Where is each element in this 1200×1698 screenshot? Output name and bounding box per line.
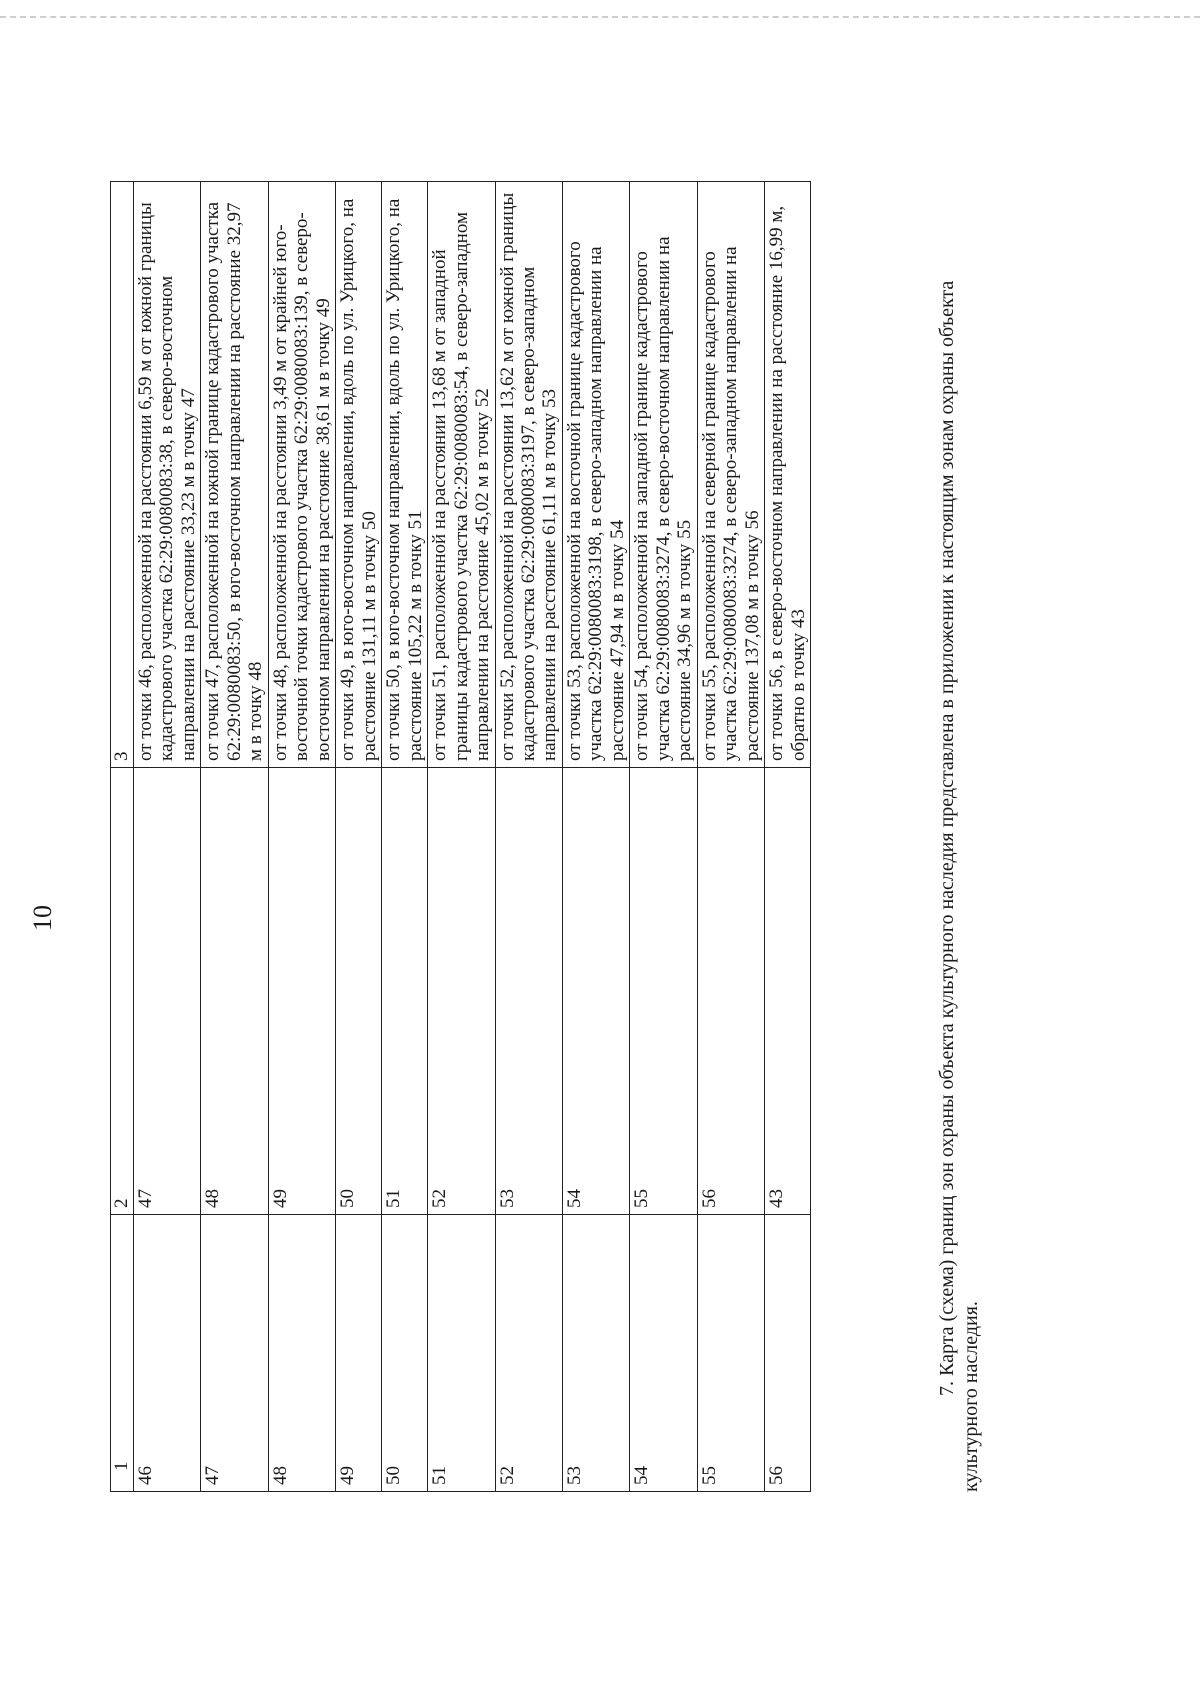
table-row (562, 182, 629, 1492)
column-header-2: 2 (111, 768, 134, 1215)
footer-note: 7. Карта (схема) границ зон охраны объекта культурного наследия представлена в приложении к настоящим зонам охраны объекта культурного наследия. (936, 280, 982, 1492)
boundary-points-table (110, 181, 811, 1492)
column-header-1: 1 (111, 1215, 134, 1492)
table-row (336, 182, 382, 1492)
column-header-3: 3 (111, 182, 134, 768)
cell-description: от точки 56, в северо-восточном направлении на расстояние 16,99 м, обратно в точку 43 (765, 182, 811, 768)
cell-to-point: 51 (382, 768, 428, 1215)
cell-to-point: 48 (201, 768, 268, 1215)
cell-description: от точки 52, расположенной на расстоянии 13,62 м от южной границы кадастрового участка 62:29:0080083:3197, в северо-западном направлении на расстояние 61,11 м в точку 53 (495, 182, 562, 768)
cell-from-point: 54 (630, 1215, 697, 1492)
cell-to-point: 52 (428, 768, 495, 1215)
table-row (765, 182, 811, 1492)
rotated-page-content (0, 98, 1200, 1698)
cell-from-point: 52 (495, 1215, 562, 1492)
scan-edge-artifact (0, 16, 1200, 18)
table-row (428, 182, 495, 1492)
table-row (268, 182, 335, 1492)
cell-to-point: 53 (495, 768, 562, 1215)
page-number: 10 (28, 905, 57, 931)
cell-from-point: 49 (336, 1215, 382, 1492)
table-row (495, 182, 562, 1492)
cell-to-point: 47 (134, 768, 201, 1215)
cell-to-point: 43 (765, 768, 811, 1215)
cell-from-point: 56 (765, 1215, 811, 1492)
cell-to-point: 50 (336, 768, 382, 1215)
cell-description: от точки 47, расположенной на южной границе кадастрового участка 62:29:0080083:50, в юго-восточном направлении на расстояние 32,97 м в точку 48 (201, 182, 268, 768)
cell-description: от точки 46, расположенной на расстоянии 6,59 м от южной границы кадастрового участка 62:29:0080083:38, в северо-восточном направлении на расстояние 33,23 м в точку 47 (134, 182, 201, 768)
cell-from-point: 55 (697, 1215, 764, 1492)
cell-from-point: 47 (201, 1215, 268, 1492)
table-row (382, 182, 428, 1492)
table-row (630, 182, 697, 1492)
cell-description: от точки 51, расположенной на расстоянии 13,68 м от западной границы кадастрового участка 62:29:0080083:54, в северо-западном направлении на расстояние 45,02 м в точку 52 (428, 182, 495, 768)
table-row (134, 182, 201, 1492)
cell-description: от точки 53, расположенной на восточной границе кадастрового участка 62:29:0080083:3198, в северо-западном направлении на расстояние 47,94 м в точку 54 (562, 182, 629, 768)
cell-description: от точки 48, расположенной на расстоянии 3,49 м от крайней юго-восточной точки кадастрового участка 62:29:0080083:139, в северо-восточном направлении на расстояние 38,61 м в точку 49 (268, 182, 335, 768)
table-row (697, 182, 764, 1492)
table-header-row (111, 182, 134, 1492)
cell-description: от точки 55, расположенной на северной границе кадастрового участка 62:29:0080083:3274, в северо-западном направлении на расстояние 137,08 м в точку 56 (697, 182, 764, 768)
cell-from-point: 50 (382, 1215, 428, 1492)
cell-description: от точки 49, в юго-восточном направлении, вдоль по ул. Урицкого, на расстояние 131,11 м в точку 50 (336, 182, 382, 768)
cell-from-point: 53 (562, 1215, 629, 1492)
cell-to-point: 49 (268, 768, 335, 1215)
cell-from-point: 51 (428, 1215, 495, 1492)
cell-from-point: 48 (268, 1215, 335, 1492)
cell-description: от точки 54, расположенной на западной границе кадастрового участка 62:29:0080083:3274, в северо-восточном направлении на расстояние 34,96 м в точку 55 (630, 182, 697, 768)
cell-description: от точки 50, в юго-восточном направлении, вдоль по ул. Урицкого, на расстояние 105,22 м в точку 51 (382, 182, 428, 768)
table-row (201, 182, 268, 1492)
cell-to-point: 56 (697, 768, 764, 1215)
cell-to-point: 54 (562, 768, 629, 1215)
cell-from-point: 46 (134, 1215, 201, 1492)
cell-to-point: 55 (630, 768, 697, 1215)
